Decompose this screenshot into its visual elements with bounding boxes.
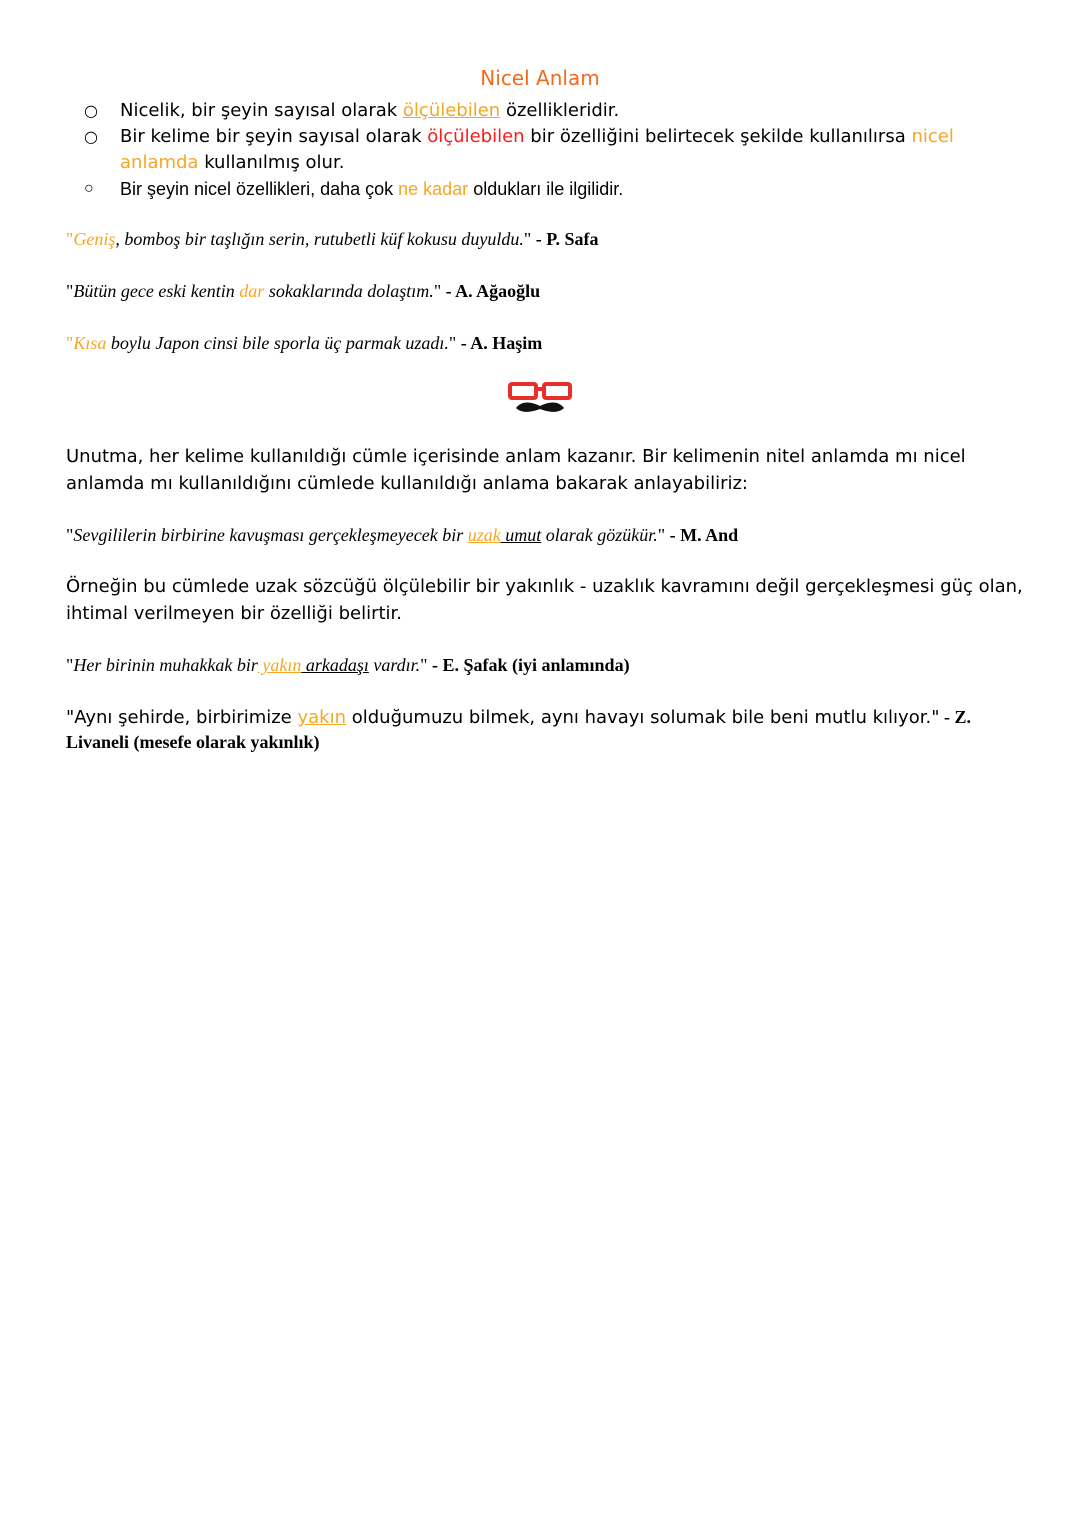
quote-text: sokaklarında dolaştım. [264, 281, 434, 301]
highlight-word: Kısa [73, 333, 107, 353]
example-paragraph: Örneğin bu cümlede uzak sözcüğü ölçülebilir bir yakınlık - uzaklık kavramını değil gerçekleşmesi güç olan, ihtimal verilmeyen bir özelliği belirtir. [66, 576, 1023, 624]
quote-5: "Her birinin muhakkak bir yakın arkadaşı vardır." - E. Şafak (iyi anlamında) [66, 655, 630, 675]
quote-text: Her birinin muhakkak bir [73, 655, 258, 675]
highlight-word: Geniş [73, 229, 116, 249]
quote-text: Bütün gece eski kentin [73, 281, 240, 301]
explanation-paragraph: Unutma, her kelime kullanıldığı cümle içerisinde anlam kazanır. Bir kelimenin nitel anlamda mı nicel anlamda mı kullanıldığını cümlede kullanıldığı anlama bakarak anlayabiliriz: [66, 446, 966, 494]
bullet-item-2 [84, 124, 984, 176]
quote-text: Sevgililerin birbirine kavuşması gerçekleşmeyecek bir [73, 525, 468, 545]
highlight-word: yakın [297, 707, 346, 728]
bullet-circle-icon: ○ [84, 101, 98, 120]
quote-text: olduğumuzu bilmek, aynı havayı solumak bile beni mutlu kılıyor." [346, 707, 940, 728]
bullet-circle-icon: ○ [84, 127, 98, 146]
quote-author: - A. Ağaoğlu [445, 281, 541, 301]
bullet-text: Bir kelime bir şeyin sayısal olarak [120, 126, 428, 147]
bullet-text: oldukları ile ilgilidir. [468, 179, 624, 199]
page-title: Nicel Anlam [480, 66, 600, 90]
highlight-word: nicel anlamda [120, 126, 954, 173]
bullet-circle-icon: ○ [84, 180, 94, 197]
bullet-text: Bir şeyin nicel özellikleri, daha çok [120, 179, 399, 199]
highlight-word-red: ölçülebilen [427, 126, 525, 147]
glasses-mustache-icon [508, 378, 572, 418]
quote-2: "Bütün gece eski kentin dar sokaklarında dolaştım." - A. Ağaoğlu [66, 281, 541, 301]
quote-1: "Geniş, bomboş bir taşlığın serin, rutubetli küf kokusu duyuldu." - P. Safa [66, 229, 599, 249]
quote-text: vardır. [368, 655, 421, 675]
bullet-text: özellikleridir. [500, 100, 620, 121]
quote-6: "Aynı şehirde, birbirimize yakın olduğumuzu bilmek, aynı havayı solumak bile beni mutlu kılıyor." - Z. Livaneli (mesefe olarak yakınlık) [66, 707, 971, 752]
quote-text: olarak gözükür. [541, 525, 658, 545]
highlight-word: ölçülebilen [402, 100, 501, 121]
highlight-word: uzak [467, 525, 501, 545]
bullet-text: bir özelliğini belirtecek şekilde kullanılırsa [524, 126, 912, 147]
quote-author: - E. Şafak (iyi anlamında) [432, 655, 630, 675]
highlight-word: dar [239, 281, 265, 301]
quote-author: - Z. Livaneli (mesefe olarak yakınlık) [66, 707, 971, 752]
bullet-text: Nicelik, bir şeyin sayısal olarak [120, 100, 403, 121]
underlined-word: arkadaşı [301, 655, 369, 675]
quote-3: "Kısa boylu Japon cinsi bile sporla üç parmak uzadı." - A. Haşim [66, 333, 543, 353]
highlight-word: yakın [257, 655, 302, 675]
highlight-word: ne kadar [398, 179, 469, 199]
quote-4: "Sevgililerin birbirine kavuşması gerçekleşmeyecek bir uzak umut olarak gözükür." - M. And [66, 525, 739, 545]
bullet-item-1 [84, 98, 984, 124]
quote-author: - A. Haşim [460, 333, 543, 353]
quote-author: - P. Safa [535, 229, 599, 249]
bullet-item-3 [84, 176, 984, 202]
underlined-word: umut [500, 525, 542, 545]
quote-text: , bomboş bir taşlığın serin, rutubetli küf kokusu duyuldu. [115, 229, 524, 249]
quote-text: boylu Japon cinsi bile sporla üç parmak uzadı. [106, 333, 449, 353]
quote-author: - M. And [669, 525, 739, 545]
quote-text: Aynı şehirde, birbirimize [74, 707, 298, 728]
bullet-text: kullanılmış olur. [198, 152, 345, 173]
bullet-list [84, 98, 984, 202]
